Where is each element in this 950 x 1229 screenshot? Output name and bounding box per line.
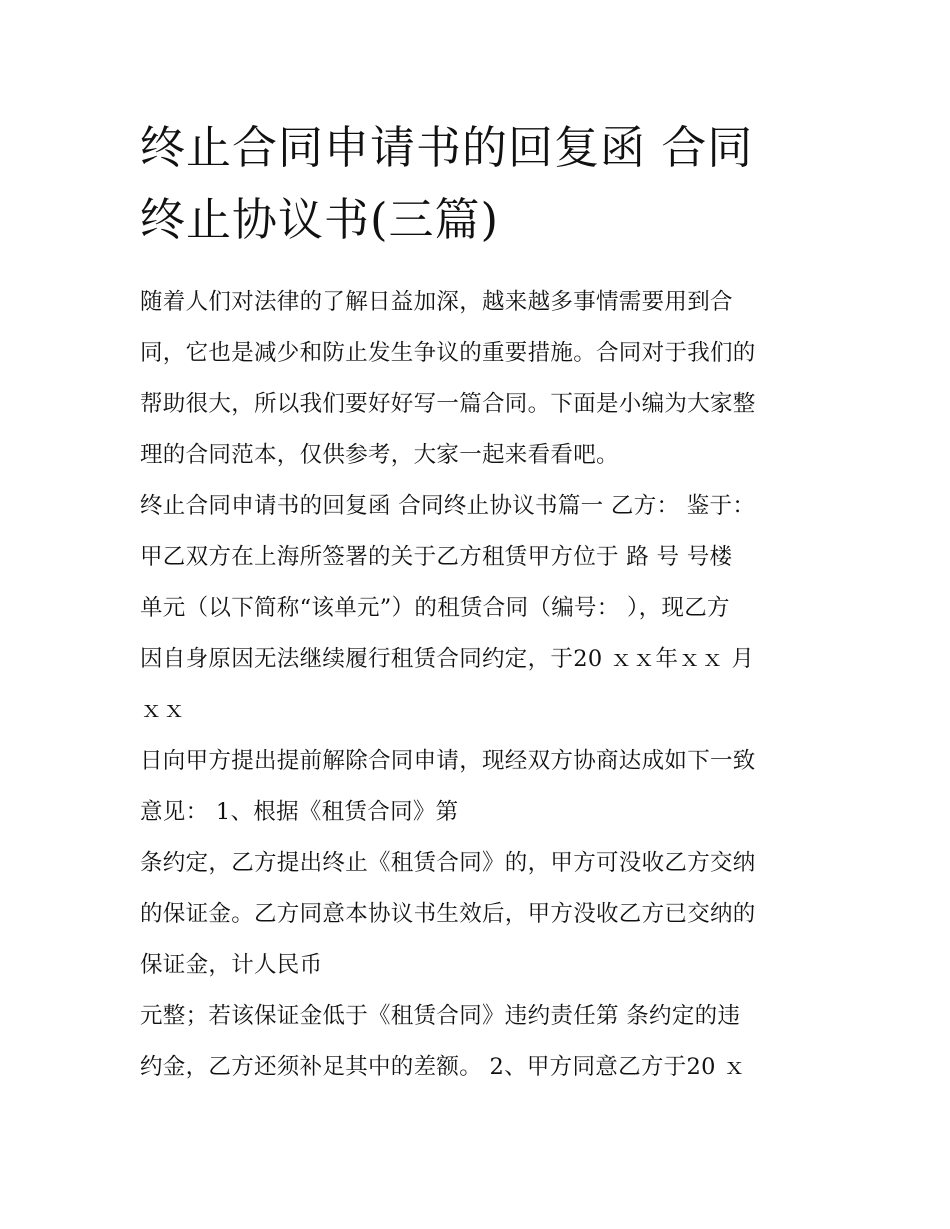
body-line: 日向甲方提出提前解除合同申请，现经双方协商达成如下一致 (140, 748, 756, 774)
body-line: 条约定，乙方提出终止《租赁合同》的，甲方可没收乙方交纳 (140, 850, 756, 876)
body-line: 的保证金。乙方同意本协议书生效后，甲方没收乙方已交纳的 (140, 901, 756, 927)
body-line: ｘｘ (140, 697, 186, 723)
body-line: 帮助很大，所以我们要好好写一篇合同。下面是小编为大家整 (140, 391, 756, 417)
body-line: 同，它也是减少和防止发生争议的重要措施。合同对于我们的 (140, 340, 756, 366)
body-line: 理的合同范本，仅供参考，大家一起来看看吧。 (140, 442, 619, 468)
title-line: 终止协议书(三篇) (140, 193, 500, 246)
body-line: 保证金，计人民币 (140, 952, 323, 978)
document-body (140, 277, 830, 1093)
body-line: 意见： 1、根据《租赁合同》第 (140, 799, 459, 825)
title-line: 终止合同申请书的回复函 合同 (140, 121, 754, 174)
body-line: 约金，乙方还须补足其中的差额。 2、甲方同意乙方于20 ｘ (140, 1054, 746, 1080)
body-line: 因自身原因无法继续履行租赁合同约定，于20 ｘｘ年ｘｘ 月 (140, 646, 755, 672)
document-title (140, 112, 830, 256)
body-line: 终止合同申请书的回复函 合同终止协议书篇一 乙方： 鉴于： (140, 493, 756, 519)
body-line: 甲乙双方在上海所签署的关于乙方租赁甲方位于 路 号 号楼 (140, 544, 733, 570)
body-line: 随着人们对法律的了解日益加深，越来越多事情需要用到合 (140, 289, 733, 315)
body-line: 元整；若该保证金低于《租赁合同》违约责任第 条约定的违 (140, 1003, 741, 1029)
body-line: 单元（以下简称“该单元”）的租赁合同（编号： ），现乙方 (140, 595, 730, 621)
